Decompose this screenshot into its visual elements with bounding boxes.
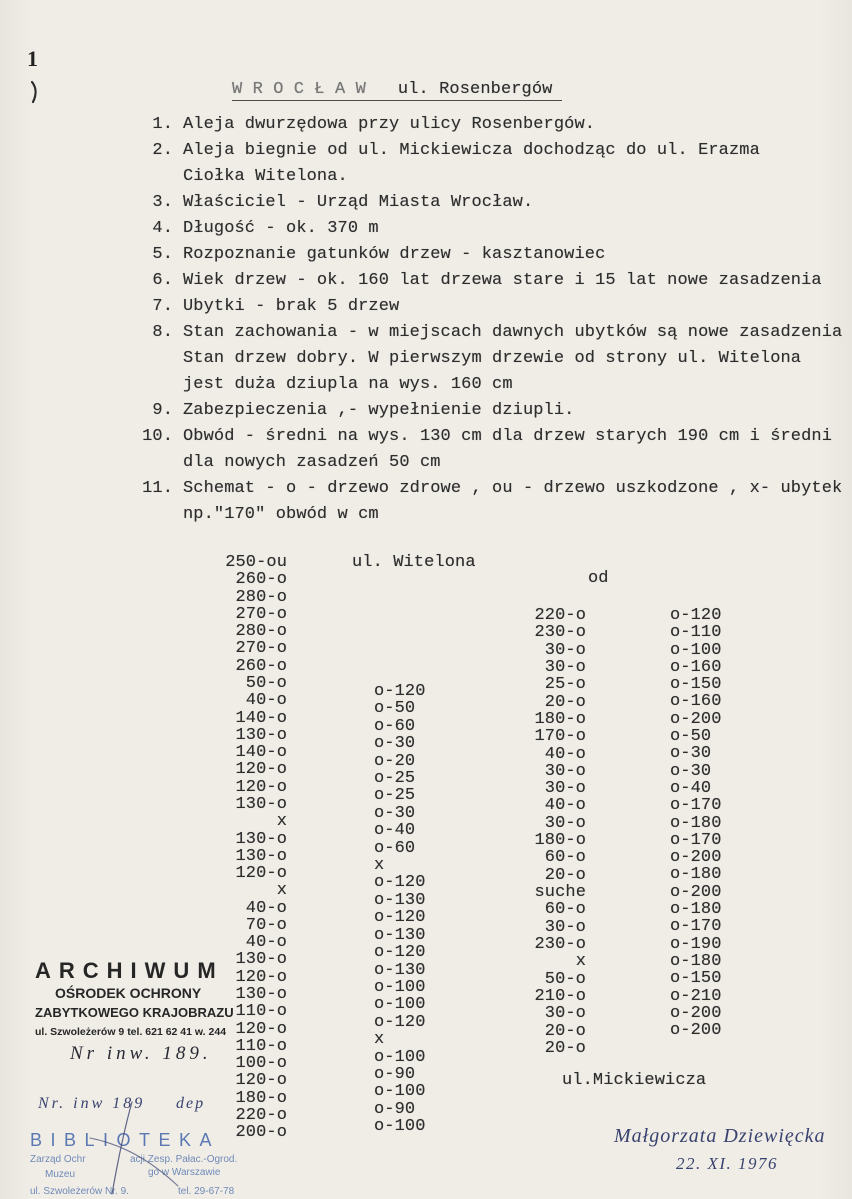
item-text bbox=[183, 320, 842, 398]
street-label-witelona: ul. Witelona bbox=[352, 553, 476, 572]
handwritten-dep-note: dep bbox=[176, 1095, 206, 1112]
tree-entry: 20-o bbox=[544, 1038, 586, 1058]
item-text bbox=[183, 242, 605, 268]
item-line: jest duża dziupla na wys. 160 cm bbox=[183, 375, 513, 394]
missing-tree-mark: x bbox=[575, 952, 586, 972]
tree-entry: o-180 bbox=[670, 813, 722, 833]
item-text bbox=[183, 424, 832, 476]
library-stamp-text: go w Warszawie bbox=[148, 1167, 221, 1178]
tree-entry: o-20 bbox=[374, 751, 416, 771]
tree-entry: o-30 bbox=[374, 803, 416, 823]
tree-entry: 130-o bbox=[235, 985, 287, 1005]
tree-entry: o-50 bbox=[374, 699, 416, 719]
tree-entry: 40-o bbox=[245, 691, 287, 711]
tree-entry: o-180 bbox=[670, 900, 722, 920]
item-text bbox=[183, 476, 842, 528]
tree-entry: o-60 bbox=[374, 716, 416, 736]
tree-entry: o-40 bbox=[374, 821, 416, 841]
archive-stamp-title: ARCHIWUM bbox=[35, 958, 224, 983]
pen-mark-icon bbox=[26, 80, 42, 104]
library-stamp-text: acji Zesp. Pałac.-Ogrod. bbox=[130, 1154, 238, 1165]
tree-entry: o-200 bbox=[670, 1021, 722, 1041]
handwritten-date: 22. XI. 1976 bbox=[676, 1154, 779, 1173]
library-stamp-title: BIBLIOTEKA bbox=[30, 1130, 221, 1150]
list-item bbox=[133, 294, 845, 320]
tree-entry: 220-o bbox=[534, 606, 586, 625]
tree-entry: 230-o bbox=[534, 934, 586, 954]
item-number: 7. bbox=[152, 297, 173, 316]
tree-entry: 50-o bbox=[245, 673, 287, 693]
tree-entry: 120-o bbox=[235, 864, 287, 884]
tree-entry: 220-o bbox=[235, 1106, 287, 1125]
tree-entry: 20-o bbox=[544, 692, 586, 712]
archive-stamp-address: ul. Szwoleżerów 9 tel. 621 62 41 w. 244 bbox=[35, 1026, 227, 1038]
list-item bbox=[133, 242, 845, 268]
tree-entry: o-100 bbox=[374, 1047, 426, 1067]
item-number: 5. bbox=[152, 245, 173, 264]
tree-entry: 60-o bbox=[544, 900, 586, 920]
tree-entry: 30-o bbox=[544, 657, 586, 677]
list-item bbox=[133, 398, 845, 424]
title-city: W R O C Ł A W bbox=[232, 80, 366, 99]
item-line: Rozpoznanie gatunków drzew - kasztanowiec bbox=[183, 245, 606, 264]
list-item bbox=[133, 268, 845, 294]
tree-entry: 130-o bbox=[235, 829, 287, 849]
tree-entry: 25-o bbox=[544, 675, 586, 695]
tree-entry: o-200 bbox=[670, 709, 722, 729]
tree-entry: 40-o bbox=[245, 933, 287, 953]
tree-entry: o-150 bbox=[670, 675, 722, 695]
tree-entry: 110-o bbox=[235, 1002, 287, 1022]
tree-entry: 40-o bbox=[544, 796, 586, 816]
item-text bbox=[183, 294, 399, 320]
tree-entry: 250-ou bbox=[225, 553, 287, 572]
tree-entry: 120-o bbox=[235, 1019, 287, 1039]
tree-entry: o-110 bbox=[670, 623, 722, 643]
tree-entry: 280-o bbox=[235, 587, 287, 607]
tree-entry: 30-o bbox=[544, 917, 586, 937]
tree-entry: 20-o bbox=[544, 865, 586, 885]
item-line: Ubytki - brak 5 drzew bbox=[183, 297, 400, 316]
item-line: Ciołka Witelona. bbox=[183, 167, 348, 186]
library-stamp-text: Muzeu bbox=[45, 1169, 76, 1180]
tree-entry: o-120 bbox=[374, 873, 426, 893]
tree-note: suche bbox=[534, 883, 586, 902]
tree-entry: 100-o bbox=[235, 1054, 287, 1074]
title-street: ul. Rosenbergów bbox=[397, 80, 553, 99]
tree-entry: 260-o bbox=[235, 656, 287, 676]
tree-entry: 110-o bbox=[235, 1036, 287, 1056]
handwritten-inventory-number: Nr inw. 189. bbox=[70, 1043, 212, 1064]
item-line: Długość - ok. 370 m bbox=[183, 219, 379, 238]
tree-entry: o-210 bbox=[670, 986, 722, 1006]
tree-entry: 180-o bbox=[534, 709, 586, 729]
tree-entry: o-120 bbox=[374, 943, 426, 963]
handwritten-inventory-number-2: Nr. inw 189 bbox=[38, 1095, 146, 1112]
tree-entry: 270-o bbox=[235, 604, 287, 624]
street-label-mickiewicza: ul.Mickiewicza bbox=[562, 1071, 707, 1090]
tree-entry: 140-o bbox=[235, 743, 287, 763]
pen-stroke-icon bbox=[20, 1090, 260, 1198]
tree-entry: o-160 bbox=[670, 657, 722, 677]
tree-entry: o-180 bbox=[670, 865, 722, 885]
list-item bbox=[133, 216, 845, 242]
item-line: Aleja biegnie od ul. Mickiewicza dochodząc do ul. Erazma bbox=[183, 141, 760, 160]
item-number: 3. bbox=[152, 193, 173, 212]
tree-entry: o-100 bbox=[374, 977, 426, 997]
tree-entry: o-30 bbox=[374, 734, 416, 754]
list-item bbox=[133, 424, 845, 476]
tree-entry: 180-o bbox=[534, 831, 586, 851]
tree-entry: o-200 bbox=[670, 1003, 722, 1023]
item-line: Stan zachowania - w miejscach dawnych ubytków są nowe zasadzenia bbox=[183, 323, 843, 342]
tree-entry: o-30 bbox=[670, 744, 712, 764]
tree-entry: 40-o bbox=[544, 744, 586, 764]
tree-entry: 130-o bbox=[235, 950, 287, 970]
tree-entry: o-150 bbox=[670, 969, 722, 989]
tree-entry: 60-o bbox=[544, 848, 586, 868]
tree-entry: o-100 bbox=[670, 640, 722, 660]
tree-entry: 30-o bbox=[544, 779, 586, 799]
tree-entry: 50-o bbox=[544, 969, 586, 989]
archive-stamp-line: OŚRODEK OCHRONY bbox=[55, 985, 202, 1001]
list-item bbox=[133, 476, 845, 528]
tree-entry: o-30 bbox=[670, 761, 712, 781]
tree-entry: o-120 bbox=[374, 682, 426, 701]
item-text bbox=[183, 112, 595, 138]
tree-entry: o-100 bbox=[374, 995, 426, 1015]
tree-entry: o-180 bbox=[670, 951, 722, 971]
tree-entry: 40-o bbox=[245, 898, 287, 918]
tree-entry: 270-o bbox=[235, 639, 287, 659]
item-number: 4. bbox=[152, 219, 173, 238]
item-line: Właściciel - Urząd Miasta Wrocław. bbox=[183, 193, 534, 212]
tree-column-2 bbox=[374, 683, 474, 1136]
tree-entry: 280-o bbox=[235, 622, 287, 642]
tree-entry: o-60 bbox=[374, 838, 416, 858]
tree-entry: 130-o bbox=[235, 725, 287, 745]
library-stamp-text: Zarząd Ochr bbox=[30, 1154, 86, 1165]
tree-entry: o-40 bbox=[670, 778, 712, 798]
tree-entry: o-170 bbox=[670, 917, 722, 937]
page-number-mark: 1 bbox=[27, 46, 38, 71]
archive-stamp-line: ZABYTKOWEGO KRAJOBRAZU bbox=[35, 1005, 234, 1020]
item-line: np."170" obwód w cm bbox=[183, 505, 379, 524]
tree-entry: 120-o bbox=[235, 967, 287, 987]
tree-entry: o-25 bbox=[374, 786, 416, 806]
tree-entry: 260-o bbox=[235, 570, 287, 590]
item-text bbox=[183, 398, 574, 424]
library-stamp-text: ul. Szwoleżerów Nr. 9. bbox=[30, 1186, 129, 1197]
item-line: Aleja dwurzędowa przy ulicy Rosenbergów. bbox=[183, 115, 596, 134]
tree-entry: o-120 bbox=[374, 1012, 426, 1032]
tree-column-3 bbox=[480, 607, 586, 1057]
item-line: Obwód - średni na wys. 130 cm dla drzew starych 190 cm i średni bbox=[183, 427, 833, 446]
tree-entry: o-190 bbox=[670, 934, 722, 954]
tree-entry: o-100 bbox=[374, 1082, 426, 1102]
tree-entry: 210-o bbox=[534, 986, 586, 1006]
tree-entry: o-160 bbox=[670, 692, 722, 712]
tree-entry: 30-o bbox=[544, 640, 586, 660]
tree-entry: o-100 bbox=[374, 1117, 426, 1137]
list-item bbox=[133, 320, 845, 398]
tree-entry: o-90 bbox=[374, 1064, 416, 1084]
tree-entry: 180-o bbox=[235, 1088, 287, 1108]
item-number: 9. bbox=[152, 401, 173, 420]
tree-column-4 bbox=[670, 607, 770, 1039]
numbered-list bbox=[133, 112, 845, 528]
missing-tree-mark: x bbox=[276, 881, 287, 901]
tree-entry: o-130 bbox=[374, 925, 426, 945]
tree-entry: o-50 bbox=[670, 727, 712, 747]
tree-entry: 20-o bbox=[544, 1021, 586, 1041]
item-number: 2. bbox=[152, 141, 173, 160]
item-number: 11. bbox=[142, 479, 173, 498]
missing-tree-mark: x bbox=[374, 1030, 385, 1050]
item-text bbox=[183, 268, 822, 294]
tree-entry: 170-o bbox=[534, 727, 586, 747]
tree-entry: 230-o bbox=[534, 623, 586, 643]
item-line: Schemat - o - drzewo zdrowe , ou - drzewo uszkodzone , x- ubytek bbox=[183, 479, 843, 498]
label-od: od bbox=[588, 569, 609, 588]
tree-entry: o-90 bbox=[374, 1099, 416, 1119]
list-item bbox=[133, 112, 845, 138]
tree-entry: 120-o bbox=[235, 760, 287, 780]
item-line: dla nowych zasadzeń 50 cm bbox=[183, 453, 441, 472]
item-number: 8. bbox=[152, 323, 173, 342]
tree-entry: 70-o bbox=[245, 915, 287, 935]
tree-entry: 200-o bbox=[235, 1123, 287, 1143]
tree-entry: 130-o bbox=[235, 846, 287, 866]
tree-entry: 30-o bbox=[544, 761, 586, 781]
tree-entry: o-120 bbox=[670, 606, 722, 625]
tree-entry: 130-o bbox=[235, 794, 287, 814]
tree-entry: 140-o bbox=[235, 708, 287, 728]
missing-tree-mark: x bbox=[374, 856, 385, 876]
tree-entry: o-170 bbox=[670, 830, 722, 850]
item-number: 6. bbox=[152, 271, 173, 290]
item-line: Zabezpieczenia ,- wypełnienie dziupli. bbox=[183, 401, 575, 420]
tree-entry: o-200 bbox=[670, 848, 722, 868]
item-text bbox=[183, 190, 533, 216]
signature: Małgorzata Dziewięcka bbox=[614, 1125, 826, 1147]
item-line: Stan drzew dobry. W pierwszym drzewie od strony ul. Witelona bbox=[183, 349, 802, 368]
tree-entry: 120-o bbox=[235, 1071, 287, 1091]
tree-entry: o-200 bbox=[670, 882, 722, 902]
item-line: Wiek drzew - ok. 160 lat drzewa stare i 15 lat nowe zasadzenia bbox=[183, 271, 822, 290]
tree-entry: o-130 bbox=[374, 890, 426, 910]
tree-entry: o-130 bbox=[374, 960, 426, 980]
tree-entry: o-25 bbox=[374, 769, 416, 789]
item-number: 1. bbox=[152, 115, 173, 134]
document-title bbox=[232, 79, 562, 101]
tree-entry: 120-o bbox=[235, 777, 287, 797]
list-item bbox=[133, 138, 845, 190]
list-item bbox=[133, 190, 845, 216]
item-text bbox=[183, 216, 379, 242]
item-number: 10. bbox=[142, 427, 173, 446]
item-text bbox=[183, 138, 760, 190]
missing-tree-mark: x bbox=[276, 812, 287, 832]
tree-entry: o-170 bbox=[670, 796, 722, 816]
tree-entry: 30-o bbox=[544, 1004, 586, 1024]
tree-entry: o-120 bbox=[374, 908, 426, 928]
library-stamp-text: tel. 29-67-78 bbox=[178, 1186, 235, 1197]
tree-entry: 30-o bbox=[544, 813, 586, 833]
